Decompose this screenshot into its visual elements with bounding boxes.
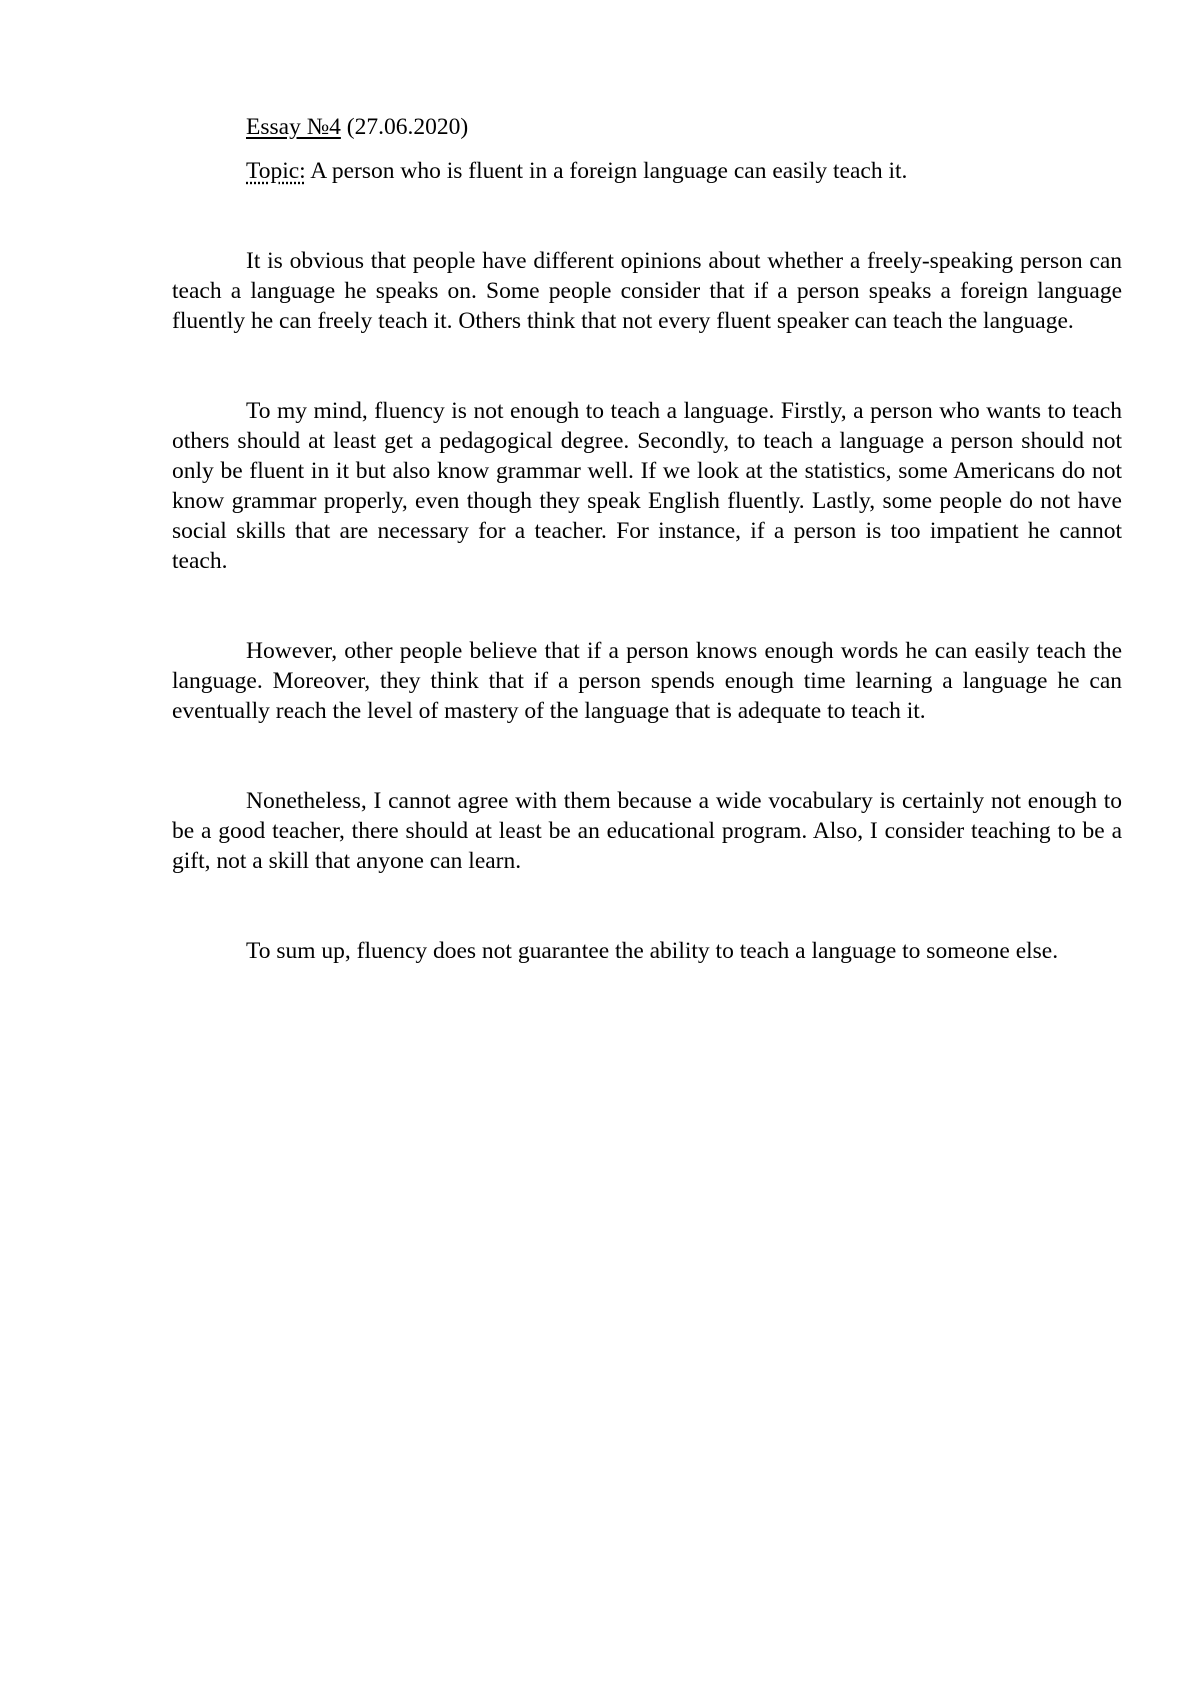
topic-text: A person who is fluent in a foreign language can easily teach it.	[305, 158, 908, 184]
paragraph-5: To sum up, fluency does not guarantee the ability to teach a language to someone else.	[246, 938, 1059, 964]
essay-date: (27.06.2020)	[340, 114, 469, 140]
paragraph-3: However, other people believe that if a person knows enough words he can easily teach the language. Moreover, they think that if a person spends enough time learning a language he can eventually reach the level of mastery of the language that is adequate to teach it.	[172, 638, 1122, 724]
essay-body	[172, 112, 1122, 966]
paragraph-2: To my mind, fluency is not enough to teach a language. Firstly, a person who wants to teach others should at least get a pedagogical degree. Secondly, to teach a language a person should not only be fluent in it but also know grammar well. If we look at the statistics, some Americans do not know grammar properly, even though they speak English fluently. Lastly, some people do not have social skills that are necessary for a teacher. For instance, if a person is too impatient he cannot teach.	[172, 398, 1122, 574]
essay-title	[246, 112, 1122, 142]
essay-title-label: Essay №4	[246, 114, 341, 140]
essay-topic	[246, 156, 1122, 186]
topic-label: Topic:	[246, 158, 306, 184]
paragraph-4: Nonetheless, I cannot agree with them because a wide vocabulary is certainly not enough to be a good teacher, there should at least be an educational program. Also, I consider teaching to be a gift, not a skill that anyone can learn.	[172, 788, 1122, 874]
paragraph-1: It is obvious that people have different opinions about whether a freely-speaking person can teach a language he speaks on. Some people consider that if a person speaks a foreign language fluently he can freely teach it. Others think that not every fluent speaker can teach the language.	[172, 248, 1122, 334]
